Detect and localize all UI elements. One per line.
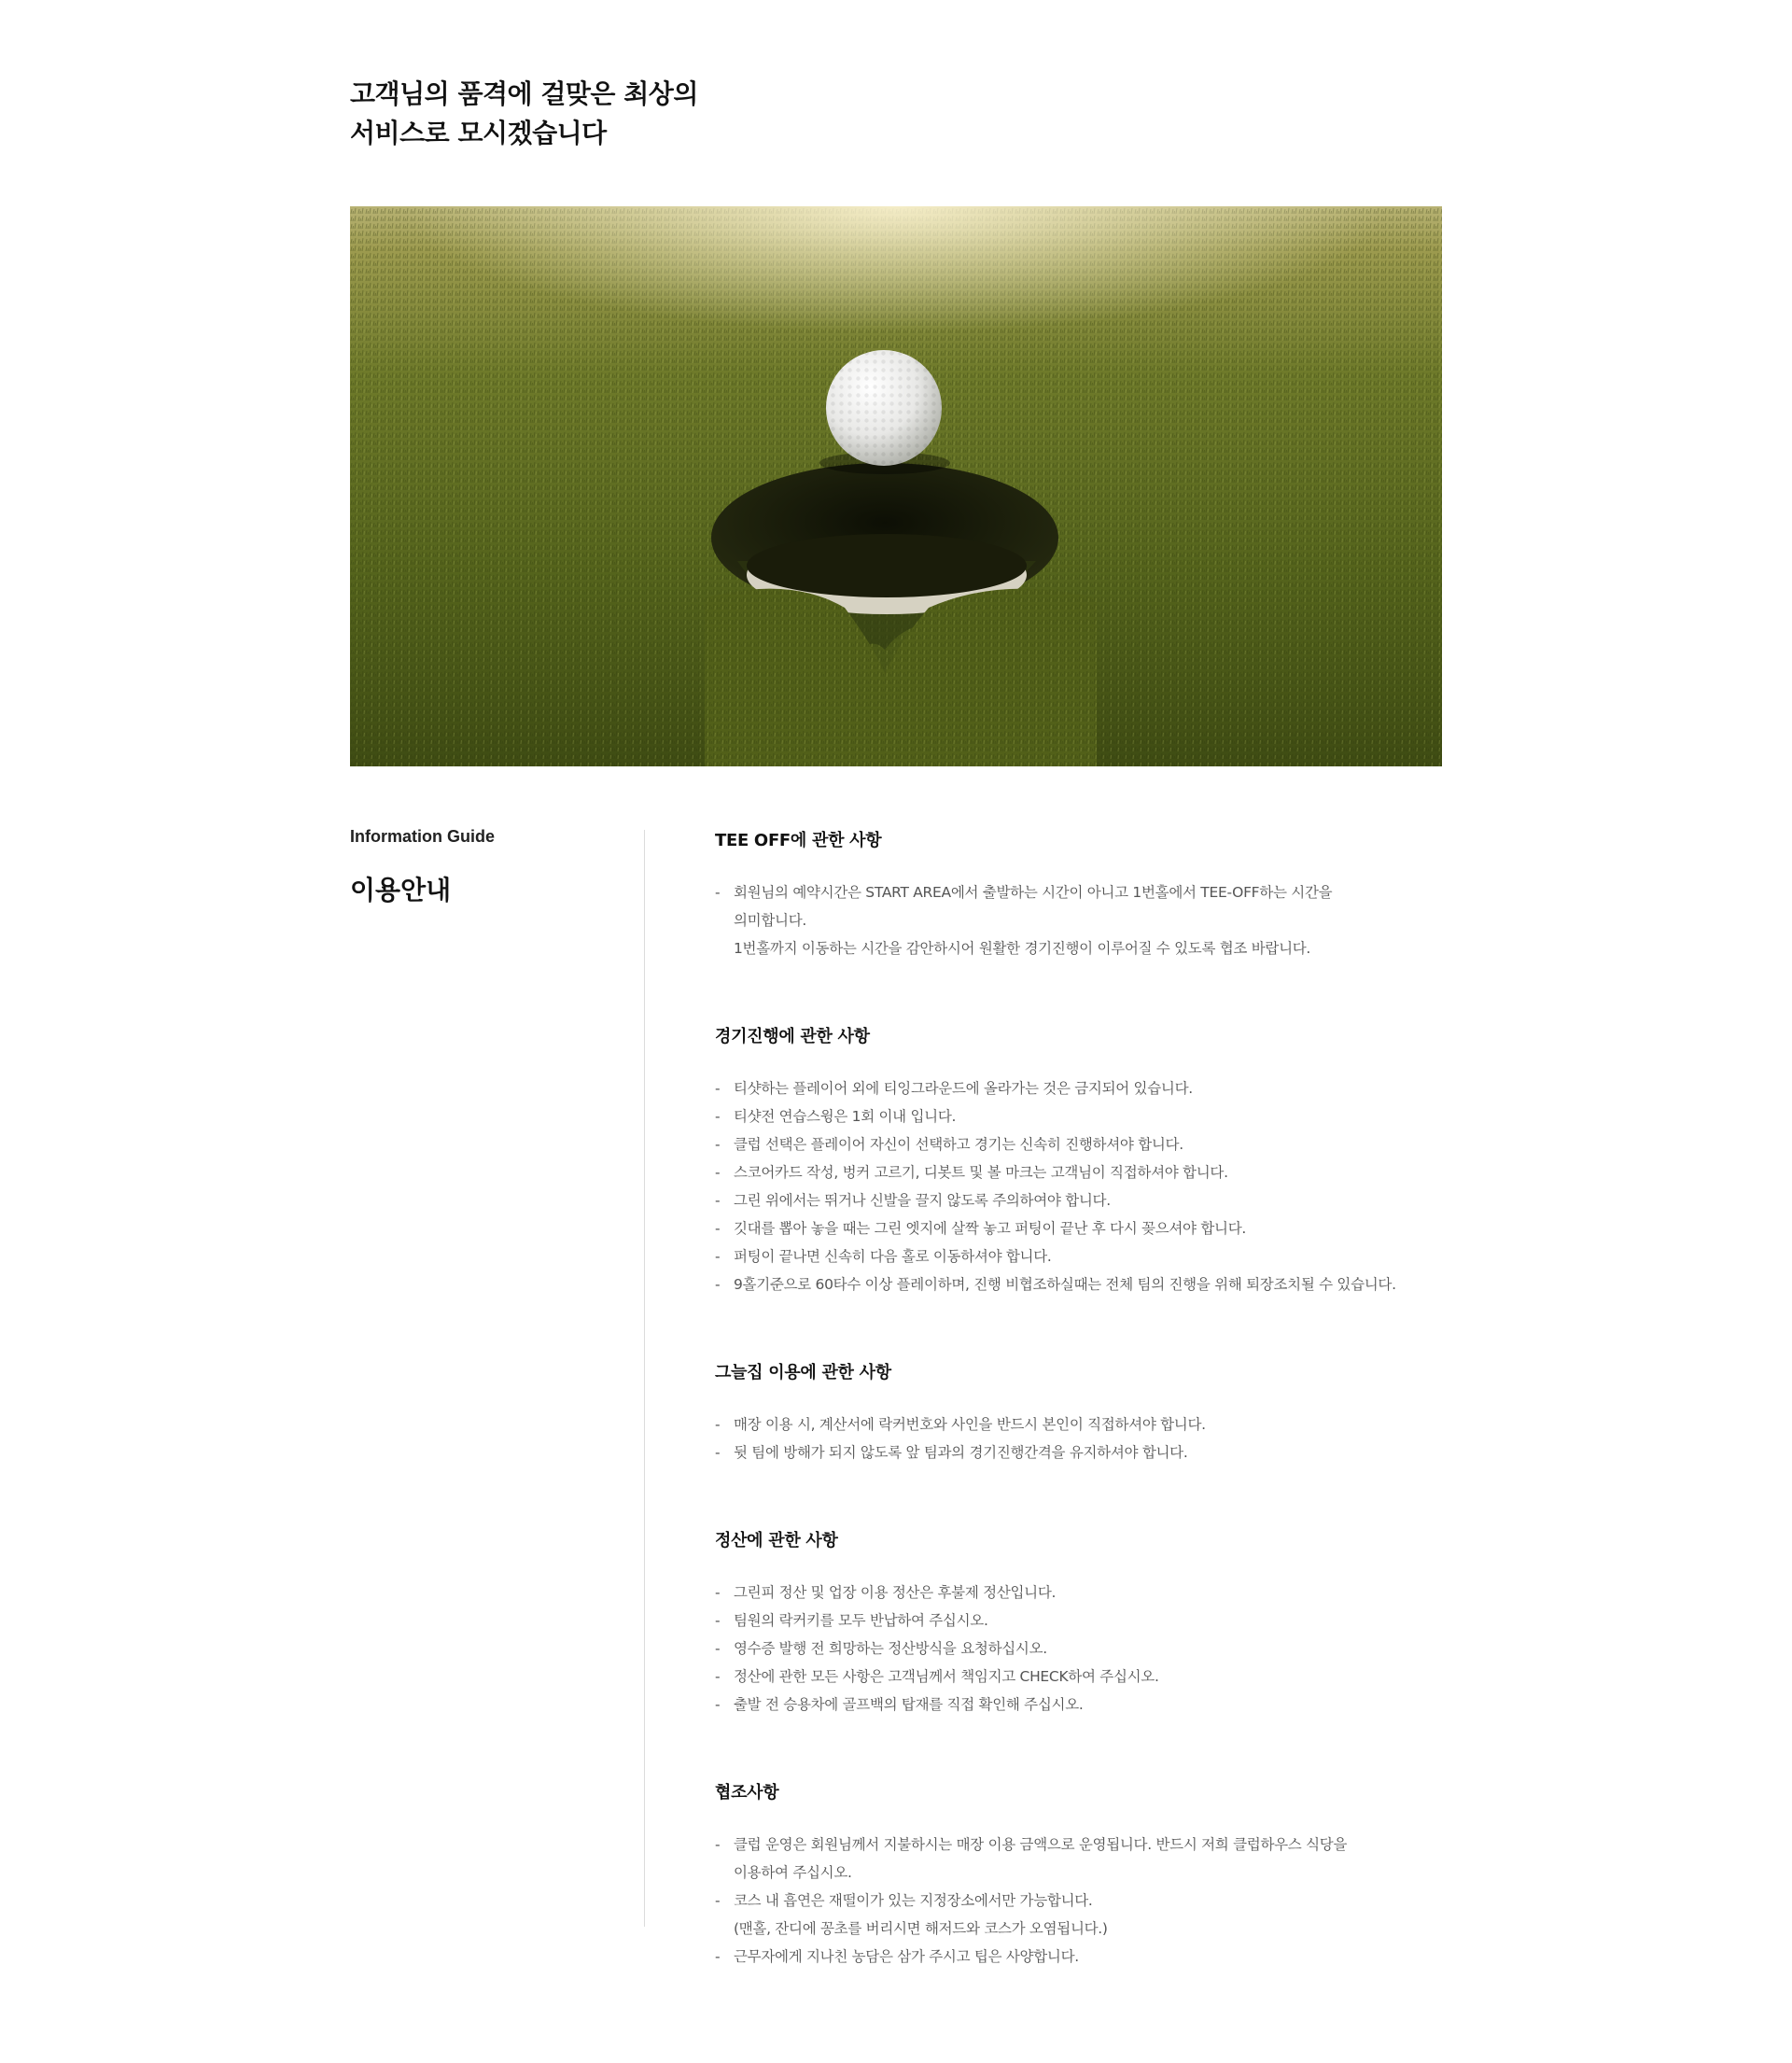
guide-item (715, 1663, 1452, 1691)
guide-item (715, 1158, 1452, 1186)
golf-ball-hole-photo-icon (350, 206, 1442, 766)
guide-item-text: 티샷하는 플레이어 외에 티잉그라운드에 올라가는 것은 금지되어 있습니다. (734, 1080, 1193, 1097)
guide-content (715, 824, 1452, 1971)
guide-section-title: 협조사항 (715, 1783, 779, 1803)
guide-item-text: 이용하여 주십시오. (734, 1864, 852, 1881)
guide-item (715, 1691, 1452, 1719)
bullet-dash: - (715, 1080, 721, 1097)
bullet-dash: - (715, 1612, 721, 1629)
bullet-dash: - (715, 1248, 721, 1265)
guide-section-title: TEE OFF에 관한 사항 (715, 831, 882, 850)
guide-item-list (715, 878, 1452, 962)
hero-image (350, 206, 1442, 766)
bullet-dash: - (715, 1108, 721, 1125)
guide-section (715, 1020, 1452, 1298)
guide-item-text: 1번홀까지 이동하는 시간을 감안하시어 원활한 경기진행이 이루어질 수 있도록 협조 바랍니다. (734, 940, 1311, 957)
guide-item-text: 회원님의 예약시간은 START AREA에서 출발하는 시간이 아니고 1번홀에서 TEE-OFF하는 시간을 (734, 884, 1333, 901)
guide-item-list (715, 1831, 1452, 1971)
guide-item (715, 878, 1452, 962)
guide-item-list (715, 1410, 1452, 1467)
bullet-dash: - (715, 1696, 721, 1713)
guide-item-text: 영수증 발행 전 희망하는 정산방식을 요청하십시오. (734, 1640, 1047, 1657)
headline-line-1: 고객님의 품격에 걸맞은 최상의 (350, 78, 698, 109)
guide-section (715, 1524, 1452, 1719)
bullet-dash: - (715, 1136, 721, 1153)
guide-item-text: 그린 위에서는 뛰거나 신발을 끌지 않도록 주의하여야 합니다. (734, 1192, 1111, 1209)
guide-section-title: 경기진행에 관한 사항 (715, 1027, 870, 1046)
guide-item (715, 1635, 1452, 1663)
guide-item-text: 그린피 정산 및 업장 이용 정산은 후불제 정산입니다. (734, 1584, 1057, 1601)
guide-item-text: 뒷 팀에 방해가 되지 않도록 앞 팀과의 경기진행간격을 유지하셔야 합니다. (734, 1444, 1188, 1461)
guide-section (715, 1776, 1452, 1971)
guide-item-list (715, 1579, 1452, 1719)
guide-item-text: 근무자에게 지나친 농담은 삼가 주시고 팁은 사양합니다. (734, 1948, 1079, 1965)
guide-item-text: 클럽 선택은 플레이어 자신이 선택하고 경기는 신속히 진행하셔야 합니다. (734, 1136, 1183, 1153)
bullet-dash: - (715, 1640, 721, 1657)
guide-item-text: 매장 이용 시, 계산서에 락커번호와 사인을 반드시 본인이 직접하셔야 합니다. (734, 1416, 1206, 1433)
guide-item (715, 1242, 1452, 1270)
guide-item (715, 1831, 1452, 1887)
guide-section (715, 1356, 1452, 1467)
guide-item-list (715, 1074, 1452, 1298)
guide-item (715, 1410, 1452, 1438)
bullet-dash: - (715, 1836, 721, 1853)
guide-item (715, 1887, 1452, 1943)
headline-line-2: 서비스로 모시겠습니다 (350, 118, 607, 148)
bullet-dash: - (715, 1444, 721, 1461)
vertical-divider (644, 830, 645, 1927)
bullet-dash: - (715, 1948, 721, 1965)
page-headline (350, 75, 1097, 153)
guide-item-text: 클럽 운영은 회원님께서 지불하시는 매장 이용 금액으로 운영됩니다. 반드시 저희 클럽하우스 식당을 (734, 1836, 1348, 1853)
bullet-dash: - (715, 884, 721, 901)
guide-item (715, 1074, 1452, 1102)
guide-item-text: 팀원의 락커키를 모두 반납하여 주십시오. (734, 1612, 988, 1629)
section-title: 이용안내 (350, 875, 452, 905)
guide-item (715, 1579, 1452, 1607)
guide-section-title: 그늘집 이용에 관한 사항 (715, 1363, 891, 1382)
bullet-dash: - (715, 1220, 721, 1237)
guide-item-text: 티샷전 연습스윙은 1회 이내 입니다. (734, 1108, 957, 1125)
guide-item-text: 스코어카드 작성, 벙커 고르기, 디봇트 및 볼 마크는 고객님이 직접하셔야 합니다. (734, 1164, 1228, 1181)
guide-item-text: 의미합니다. (734, 912, 806, 929)
guide-item-text: 깃대를 뽑아 놓을 때는 그린 엣지에 살짝 놓고 퍼팅이 끝난 후 다시 꽂으셔야 합니다. (734, 1220, 1246, 1237)
guide-item (715, 1102, 1452, 1130)
bullet-dash: - (715, 1892, 721, 1909)
bullet-dash: - (715, 1192, 721, 1209)
guide-item (715, 1943, 1452, 1971)
guide-item (715, 1438, 1452, 1467)
guide-item-text: 9홀기준으로 60타수 이상 플레이하며, 진행 비협조하실때는 전체 팀의 진행을 위해 퇴장조치될 수 있습니다. (734, 1276, 1396, 1293)
bullet-dash: - (715, 1668, 721, 1685)
guide-item (715, 1214, 1452, 1242)
bullet-dash: - (715, 1276, 721, 1293)
bullet-dash: - (715, 1164, 721, 1181)
guide-item-text: 퍼팅이 끝나면 신속히 다음 홀로 이동하셔야 합니다. (734, 1248, 1052, 1265)
guide-item (715, 1130, 1452, 1158)
section-label: Information Guide (350, 827, 495, 846)
guide-item-text: 출발 전 승용차에 골프백의 탑재를 직접 확인해 주십시오. (734, 1696, 1084, 1713)
guide-section (715, 824, 1452, 962)
guide-item (715, 1270, 1452, 1298)
bullet-dash: - (715, 1584, 721, 1601)
bullet-dash: - (715, 1416, 721, 1433)
guide-item (715, 1607, 1452, 1635)
guide-section-title: 정산에 관한 사항 (715, 1531, 838, 1551)
guide-item-text: 코스 내 흡연은 재떨이가 있는 지정장소에서만 가능합니다. (734, 1892, 1093, 1909)
guide-item (715, 1186, 1452, 1214)
guide-item-text: 정산에 관한 모든 사항은 고객님께서 책임지고 CHECK하여 주십시오. (734, 1668, 1159, 1685)
guide-item-text: (맨홀, 잔디에 꽁초를 버리시면 해저드와 코스가 오염됩니다.) (734, 1920, 1108, 1937)
